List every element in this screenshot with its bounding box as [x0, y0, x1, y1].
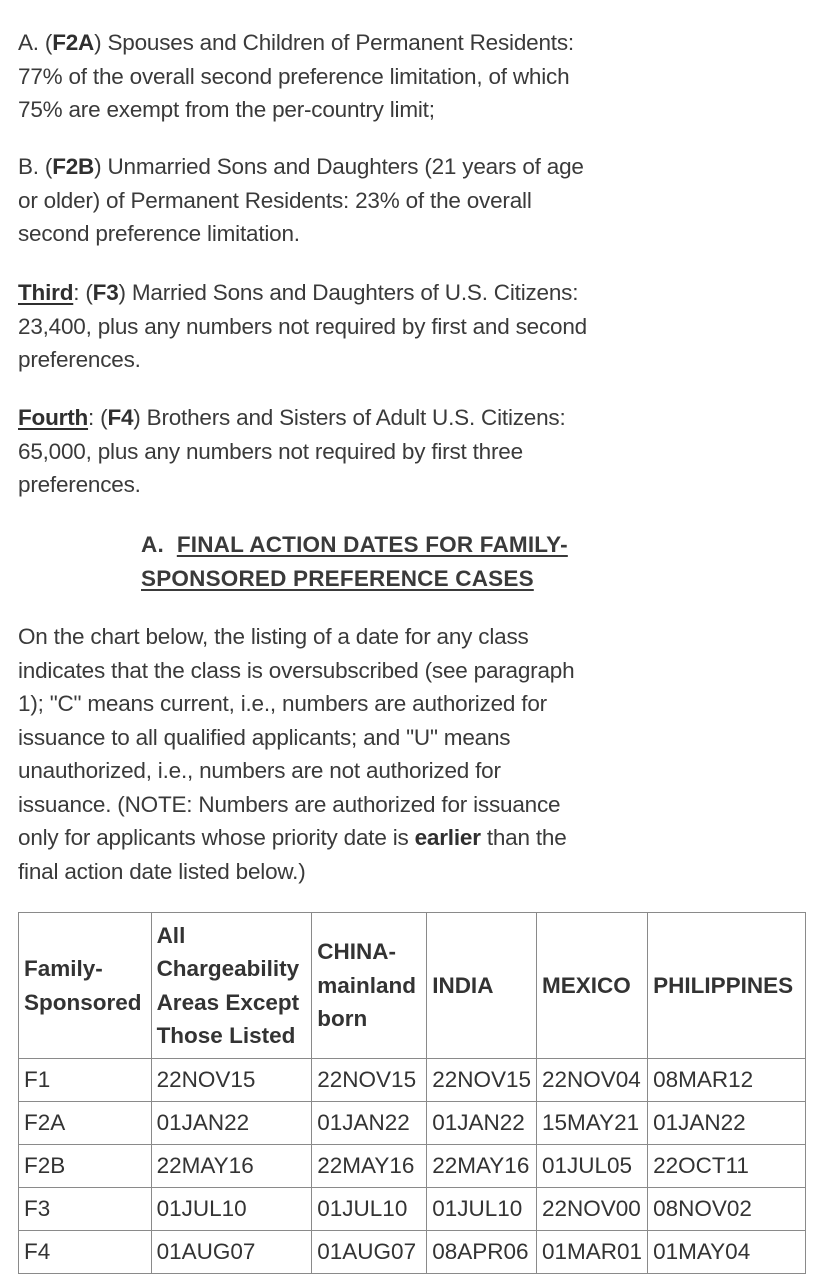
table-cell: 01AUG07 [151, 1231, 312, 1274]
table-header-row [19, 913, 806, 1059]
fourth-label: Fourth [18, 405, 89, 430]
table-cell: F3 [19, 1188, 152, 1231]
table-cell: 08MAR12 [648, 1059, 806, 1102]
table-cell: F4 [19, 1231, 152, 1274]
section-title: FINAL ACTION DATES FOR FAMILY-SPONSORED PREFERENCE CASES [141, 532, 568, 591]
fourth-text: ) Brothers and Sisters of Adult U.S. Citizens: 65,000, plus any numbers not required by first three preferences. [18, 405, 566, 497]
table-cell: 01JAN22 [312, 1102, 427, 1145]
table-row [19, 1102, 806, 1145]
f2a-text: ) Spouses and Children of Permanent Residents: 77% of the overall second preference limitation, of which 75% are exempt from the per-country limit; [18, 30, 574, 122]
table-cell: 01AUG07 [312, 1231, 427, 1274]
chart-note-text: On the chart below, the listing of a date for any class indicates that the class is oversubscribed (see paragraph 1); "C" means current, i.e., numbers are authorized for issuance to all qualified applicants; and "U" means unauthorized, i.e., numbers are not authorized for issuance. (NOTE: Numbers are authorized for issuance only for applicants whose priority date is [18, 624, 575, 850]
table-cell: F1 [19, 1059, 152, 1102]
third-code: F3 [92, 280, 119, 305]
table-cell: 22NOV15 [151, 1059, 312, 1102]
table-cell: 01JUL10 [427, 1188, 537, 1231]
table-cell: 22MAY16 [427, 1145, 537, 1188]
table-cell: 08NOV02 [648, 1188, 806, 1231]
f2b-code: F2B [52, 154, 95, 179]
f2b-text: ) Unmarried Sons and Daughters (21 years of age or older) of Permanent Residents: 23% of the overall second preference limitation. [18, 154, 584, 246]
header-china: CHINA-mainland born [312, 913, 427, 1059]
table-cell: 22MAY16 [151, 1145, 312, 1188]
table-cell: 22OCT11 [648, 1145, 806, 1188]
third-label: Third [18, 280, 74, 305]
table-cell: F2B [19, 1145, 152, 1188]
table-cell: F2A [19, 1102, 152, 1145]
f2b-prefix: B. ( [18, 154, 53, 179]
table-cell: 22NOV15 [427, 1059, 537, 1102]
header-all-chargeability: All Chargeability Areas Except Those Listed [151, 913, 312, 1059]
table-cell: 01JAN22 [151, 1102, 312, 1145]
table-cell: 22MAY16 [312, 1145, 427, 1188]
table-cell: 01JUL10 [151, 1188, 312, 1231]
table-cell: 01JAN22 [427, 1102, 537, 1145]
fourth-sep: : ( [88, 405, 108, 430]
f2a-code: F2A [52, 30, 95, 55]
table-cell: 22NOV15 [312, 1059, 427, 1102]
table-cell: 01MAR01 [537, 1231, 648, 1274]
table-row [19, 1145, 806, 1188]
table-cell: 08APR06 [427, 1231, 537, 1274]
fourth-code: F4 [107, 405, 134, 430]
header-india: INDIA [427, 913, 537, 1059]
table-cell: 22NOV04 [537, 1059, 648, 1102]
header-philippines: PHILIPPINES [648, 913, 806, 1059]
table-row [19, 1059, 806, 1102]
table-cell: 01JAN22 [648, 1102, 806, 1145]
section-heading [141, 528, 601, 595]
section-letter: A. [141, 532, 164, 557]
header-family-sponsored: Family-Sponsored [19, 913, 152, 1059]
chart-note [18, 620, 598, 888]
table-cell: 15MAY21 [537, 1102, 648, 1145]
final-action-dates-table [18, 912, 806, 1274]
table-cell: 22NOV00 [537, 1188, 648, 1231]
table-cell: 01MAY04 [648, 1231, 806, 1274]
chart-note-emphasis: earlier [414, 825, 481, 850]
f2a-prefix: A. ( [18, 30, 53, 55]
paragraph-f2b [18, 150, 598, 251]
third-text: ) Married Sons and Daughters of U.S. Citizens: 23,400, plus any numbers not required by first and second preferences. [18, 280, 587, 372]
table-row [19, 1188, 806, 1231]
chart-note-tail: than the final action date listed below.) [18, 825, 567, 884]
paragraph-fourth [18, 401, 598, 502]
table-row [19, 1231, 806, 1274]
header-mexico: MEXICO [537, 913, 648, 1059]
table-cell: 01JUL05 [537, 1145, 648, 1188]
paragraph-f2a [18, 26, 598, 127]
third-sep: : ( [73, 280, 93, 305]
table-cell: 01JUL10 [312, 1188, 427, 1231]
paragraph-third [18, 276, 598, 377]
